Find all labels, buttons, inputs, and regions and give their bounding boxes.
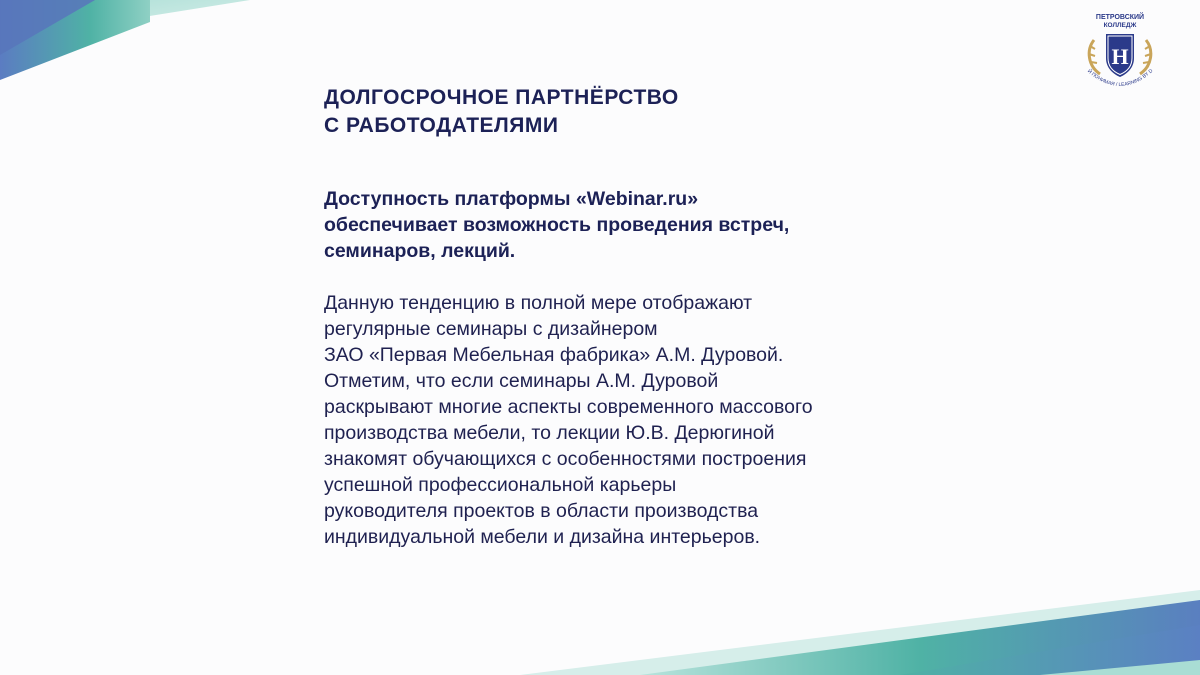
body-paragraph	[324, 290, 924, 550]
body-line: раскрывают многие аспекты современного массового	[324, 396, 813, 418]
slide-title	[324, 84, 924, 140]
college-crest-icon	[1080, 10, 1160, 98]
college-logo	[1080, 10, 1160, 98]
body-line: успешной профессиональной карьеры	[324, 474, 677, 496]
logo-name-line2: КОЛЛЕДЖ	[1103, 22, 1137, 29]
lead-line: Доступность платформы «Webinar.ru»	[324, 188, 699, 210]
body-line: руководителя проектов в области производства	[324, 500, 759, 522]
slide-content	[324, 84, 924, 550]
body-line: регулярные семинары с дизайнером	[324, 318, 658, 340]
title-line: ДОЛГОСРОЧНОЕ ПАРТНЁРСТВО	[324, 86, 679, 109]
svg-text:Н: Н	[1111, 44, 1129, 69]
body-line: индивидуальной мебели и дизайна интерьеров.	[324, 526, 761, 548]
title-line: С РАБОТОДАТЕЛЯМИ	[324, 114, 559, 137]
body-line: Отметим, что если семинары А.М. Дуровой	[324, 370, 719, 392]
lead-paragraph	[324, 186, 924, 264]
body-line: Данную тенденцию в полной мере отображают	[324, 292, 753, 314]
logo-motto: Й ПОНИМАЯ / LEARNING BY D	[1086, 68, 1155, 89]
body-line: знакомят обучающихся с особенностями построения	[324, 448, 807, 470]
logo-name-line1: ПЕТРОВСКИЙ	[1095, 14, 1145, 21]
body-line: ЗАО «Первая Мебельная фабрика» А.М. Дуровой.	[324, 344, 784, 366]
lead-line: семинаров, лекций.	[324, 240, 516, 262]
lead-line: обеспечивает возможность проведения встреч,	[324, 214, 790, 236]
body-line: производства мебели, то лекции Ю.В. Дерюгиной	[324, 422, 775, 444]
